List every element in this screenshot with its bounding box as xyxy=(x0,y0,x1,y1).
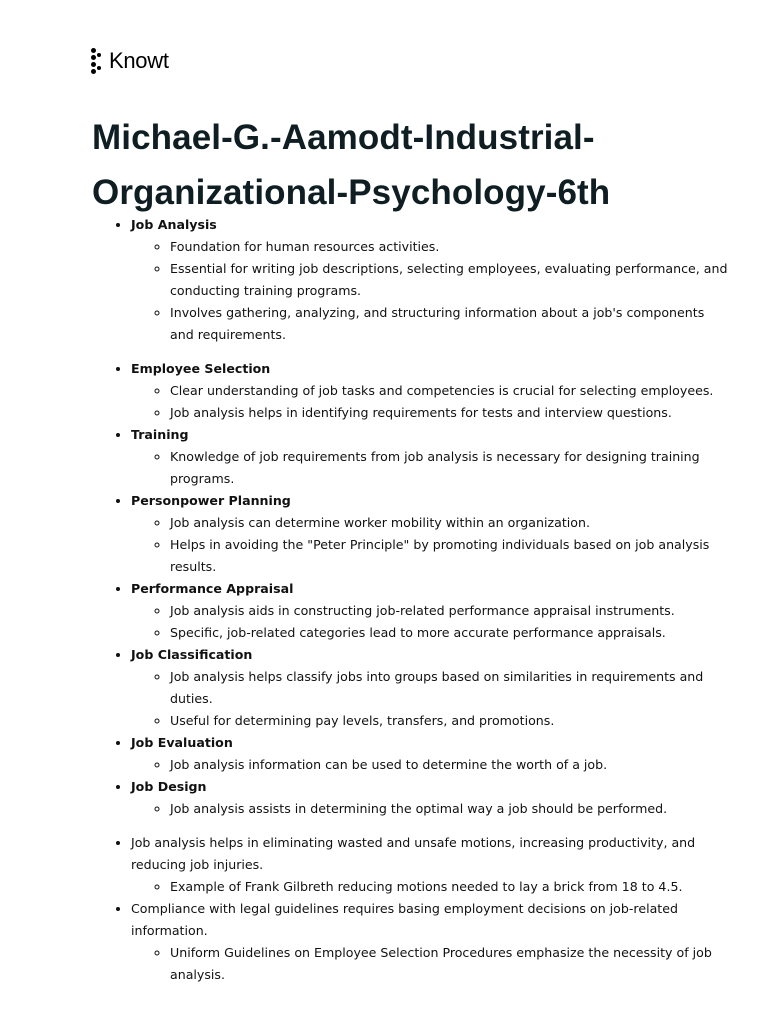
brand-name: Knowt xyxy=(109,48,169,73)
sub-point: ◦ Job analysis can determine worker mobility within an organization. xyxy=(170,512,731,534)
sub-point: ◦ Example of Frank Gilbreth reducing motions needed to lay a brick from 18 to 4.5. xyxy=(170,876,731,898)
section-item xyxy=(131,644,731,732)
sub-list xyxy=(131,942,731,986)
section-item xyxy=(131,358,731,424)
sub-point: ◦ Job analysis information can be used to determine the worth of a job. xyxy=(170,754,731,776)
section-heading: • Performance Appraisal xyxy=(131,581,294,596)
section-heading: • Job Analysis xyxy=(131,217,217,232)
section-item xyxy=(131,214,731,346)
sub-point: ◦ Job analysis helps in identifying requirements for tests and interview questions. xyxy=(170,402,731,424)
sub-list xyxy=(131,600,731,644)
sub-point: ◦ Foundation for human resources activities. xyxy=(170,236,731,258)
section-item xyxy=(131,578,731,644)
section-item xyxy=(131,776,731,820)
note-text: Compliance with legal guidelines requires basing employment decisions on job-related information. xyxy=(131,901,678,938)
knowt-logo-icon xyxy=(91,48,103,74)
section-heading: • Training xyxy=(131,427,189,442)
sub-list xyxy=(131,666,731,732)
section-item xyxy=(131,490,731,578)
sub-list xyxy=(131,236,731,346)
sub-point: ◦ Job analysis assists in determining the optimal way a job should be performed. xyxy=(170,798,731,820)
sub-list xyxy=(131,380,731,424)
section-heading: • Job Evaluation xyxy=(131,735,233,750)
section-heading: • Personpower Planning xyxy=(131,493,291,508)
sub-point: ◦ Helps in avoiding the "Peter Principle" by promoting individuals based on job analysis results. xyxy=(170,534,731,578)
section-heading: • Employee Selection xyxy=(131,361,271,376)
section-heading: • Job Design xyxy=(131,779,207,794)
section-item xyxy=(131,424,731,490)
note-item xyxy=(131,898,731,986)
sub-point: ◦ Knowledge of job requirements from job analysis is necessary for designing training programs. xyxy=(170,446,731,490)
sub-point: ◦ Uniform Guidelines on Employee Selection Procedures emphasize the necessity of job analysis. xyxy=(170,942,731,986)
sub-list xyxy=(131,446,731,490)
sub-point: ◦ Job analysis helps classify jobs into groups based on similarities in requirements and duties. xyxy=(170,666,731,710)
sub-list xyxy=(131,754,731,776)
sub-point: ◦ Clear understanding of job tasks and competencies is crucial for selecting employees. xyxy=(170,380,731,402)
sub-point: ◦ Specific, job-related categories lead to more accurate performance appraisals. xyxy=(170,622,731,644)
sub-point: ◦ Involves gathering, analyzing, and structuring information about a job's components and requirements. xyxy=(170,302,731,346)
document-title: Michael-G.-Aamodt-Industrial-Organizational-Psychology-6th xyxy=(92,118,611,212)
sub-point: ◦ Job analysis aids in constructing job-related performance appraisal instruments. xyxy=(170,600,731,622)
section-heading: • Job Classification xyxy=(131,647,253,662)
sub-point: ◦ Useful for determining pay levels, transfers, and promotions. xyxy=(170,710,731,732)
sub-list xyxy=(131,798,731,820)
notes-list xyxy=(92,214,731,986)
sub-list xyxy=(131,876,731,898)
note-item xyxy=(131,832,731,898)
knowt-logo[interactable] xyxy=(91,46,169,76)
section-item xyxy=(131,732,731,776)
sub-point: ◦ Essential for writing job descriptions, selecting employees, evaluating performance, and conducting training programs. xyxy=(170,258,731,302)
note-text: Job analysis helps in eliminating wasted and unsafe motions, increasing productivity, and reducing job injuries. xyxy=(131,835,696,872)
sub-list xyxy=(131,512,731,578)
